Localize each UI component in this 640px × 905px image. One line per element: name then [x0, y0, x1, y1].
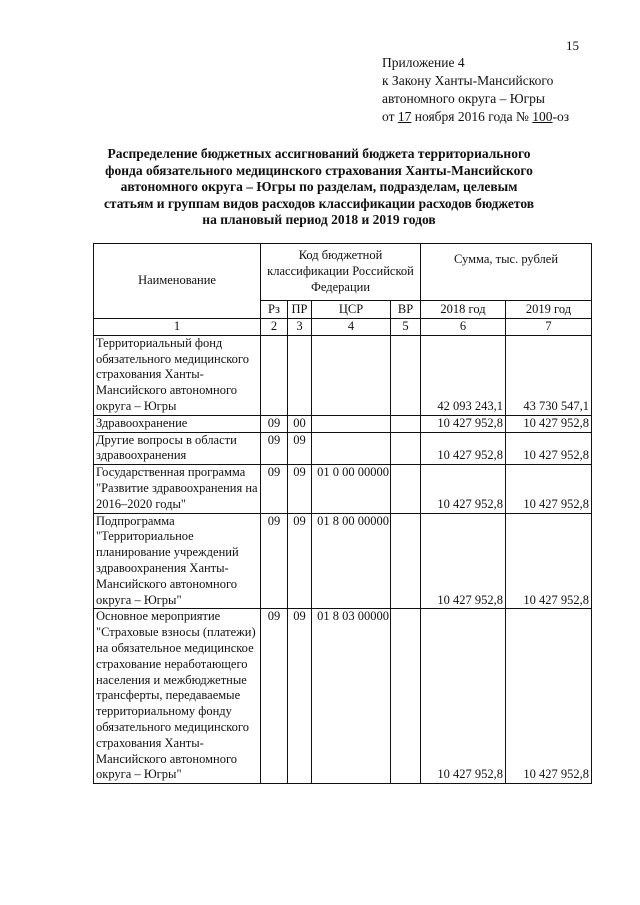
row-rz	[261, 335, 288, 415]
row-2019: 10 427 952,8	[506, 415, 592, 432]
row-name: Здравоохранение	[94, 415, 261, 432]
row-rz: 09	[261, 465, 288, 513]
row-name: Территориальный фонд обязательного медицинского страхования Ханты-Мансийского автономного округа – Югры	[94, 335, 261, 415]
row-pr: 09	[288, 465, 312, 513]
row-vr	[391, 335, 421, 415]
date-prefix: от	[382, 109, 398, 124]
row-csr: 01 8 03 00000	[312, 609, 391, 784]
row-pr: 09	[288, 609, 312, 784]
row-name: Основное мероприятие "Страховые взносы (платежи) на обязательное медицинское страхование неработающего населения и межбюджетные трансферты, передаваемые территориальному фонду обязательного медицинского страхования Ханты-Мансийского автономного округа – Югры"	[94, 609, 261, 784]
appendix-line-3: автономного округа – Югры	[382, 91, 545, 106]
row-name: Подпрограмма "Территориальное планирование учреждений здравоохранения Ханты-Мансийского автономного округа – Югры"	[94, 513, 261, 609]
row-2019: 10 427 952,8	[506, 609, 592, 784]
table-row	[94, 465, 592, 513]
date-rest: ноября 2016 года №	[411, 109, 533, 124]
row-csr: 01 0 00 00000	[312, 465, 391, 513]
header-csr: ЦСР	[312, 301, 391, 319]
row-vr	[391, 415, 421, 432]
row-rz: 09	[261, 415, 288, 432]
header-vr: ВР	[391, 301, 421, 319]
row-rz: 09	[261, 609, 288, 784]
table-row	[94, 432, 592, 465]
row-2019: 10 427 952,8	[506, 465, 592, 513]
date-day: 17	[397, 109, 412, 124]
row-name: Другие вопросы в области здравоохранения	[94, 432, 261, 465]
row-rz: 09	[261, 513, 288, 609]
table-row	[94, 513, 592, 609]
header-2018: 2018 год	[421, 301, 506, 319]
header-code-group: Код бюджетной классификации Российской Федерации	[261, 244, 421, 301]
row-2018: 10 427 952,8	[421, 432, 506, 465]
row-2018: 10 427 952,8	[421, 465, 506, 513]
row-name: Государственная программа "Развитие здравоохранения на 2016–2020 годы"	[94, 465, 261, 513]
row-vr	[391, 432, 421, 465]
column-number: 6	[421, 319, 506, 336]
row-pr: 09	[288, 432, 312, 465]
page-number: 15	[566, 38, 579, 53]
row-2019: 10 427 952,8	[506, 432, 592, 465]
law-number: 100	[532, 109, 553, 124]
appendix-line-2: к Закону Ханты-Мансийского	[382, 73, 554, 88]
header-sum-group: Сумма, тыс. рублей	[421, 244, 592, 301]
row-csr	[312, 432, 391, 465]
header-2019: 2019 год	[506, 301, 592, 319]
budget-table	[93, 243, 592, 784]
row-vr	[391, 513, 421, 609]
row-rz: 09	[261, 432, 288, 465]
law-suffix: -оз	[552, 109, 570, 124]
column-number: 1	[94, 319, 261, 336]
appendix-header	[382, 54, 569, 126]
row-pr: 00	[288, 415, 312, 432]
row-2018: 10 427 952,8	[421, 513, 506, 609]
row-csr	[312, 415, 391, 432]
column-number: 2	[261, 319, 288, 336]
row-pr: 09	[288, 513, 312, 609]
document-title: Распределение бюджетных ассигнований бюджета территориального фонда обязательного медицинского страхования Ханты-Мансийского автономного округа – Югры по разделам, подразделам, целевым статьям и группам видов расходов классификации расходов бюджетов на плановый период 2018 и 2019 годов	[103, 146, 535, 228]
table-row	[94, 415, 592, 432]
row-csr: 01 8 00 00000	[312, 513, 391, 609]
row-2019: 10 427 952,8	[506, 513, 592, 609]
table-row	[94, 609, 592, 784]
row-vr	[391, 465, 421, 513]
row-csr	[312, 335, 391, 415]
appendix-date-line	[382, 108, 569, 126]
row-2018: 10 427 952,8	[421, 415, 506, 432]
column-number: 7	[506, 319, 592, 336]
column-number: 4	[312, 319, 391, 336]
header-pr: ПР	[288, 301, 312, 319]
header-rz: Рз	[261, 301, 288, 319]
column-number: 3	[288, 319, 312, 336]
row-pr	[288, 335, 312, 415]
row-2019: 43 730 547,1	[506, 335, 592, 415]
header-name: Наименование	[94, 244, 261, 319]
row-vr	[391, 609, 421, 784]
table-row	[94, 335, 592, 415]
row-2018: 10 427 952,8	[421, 609, 506, 784]
appendix-line-1: Приложение 4	[382, 55, 465, 70]
row-2018: 42 093 243,1	[421, 335, 506, 415]
column-number: 5	[391, 319, 421, 336]
